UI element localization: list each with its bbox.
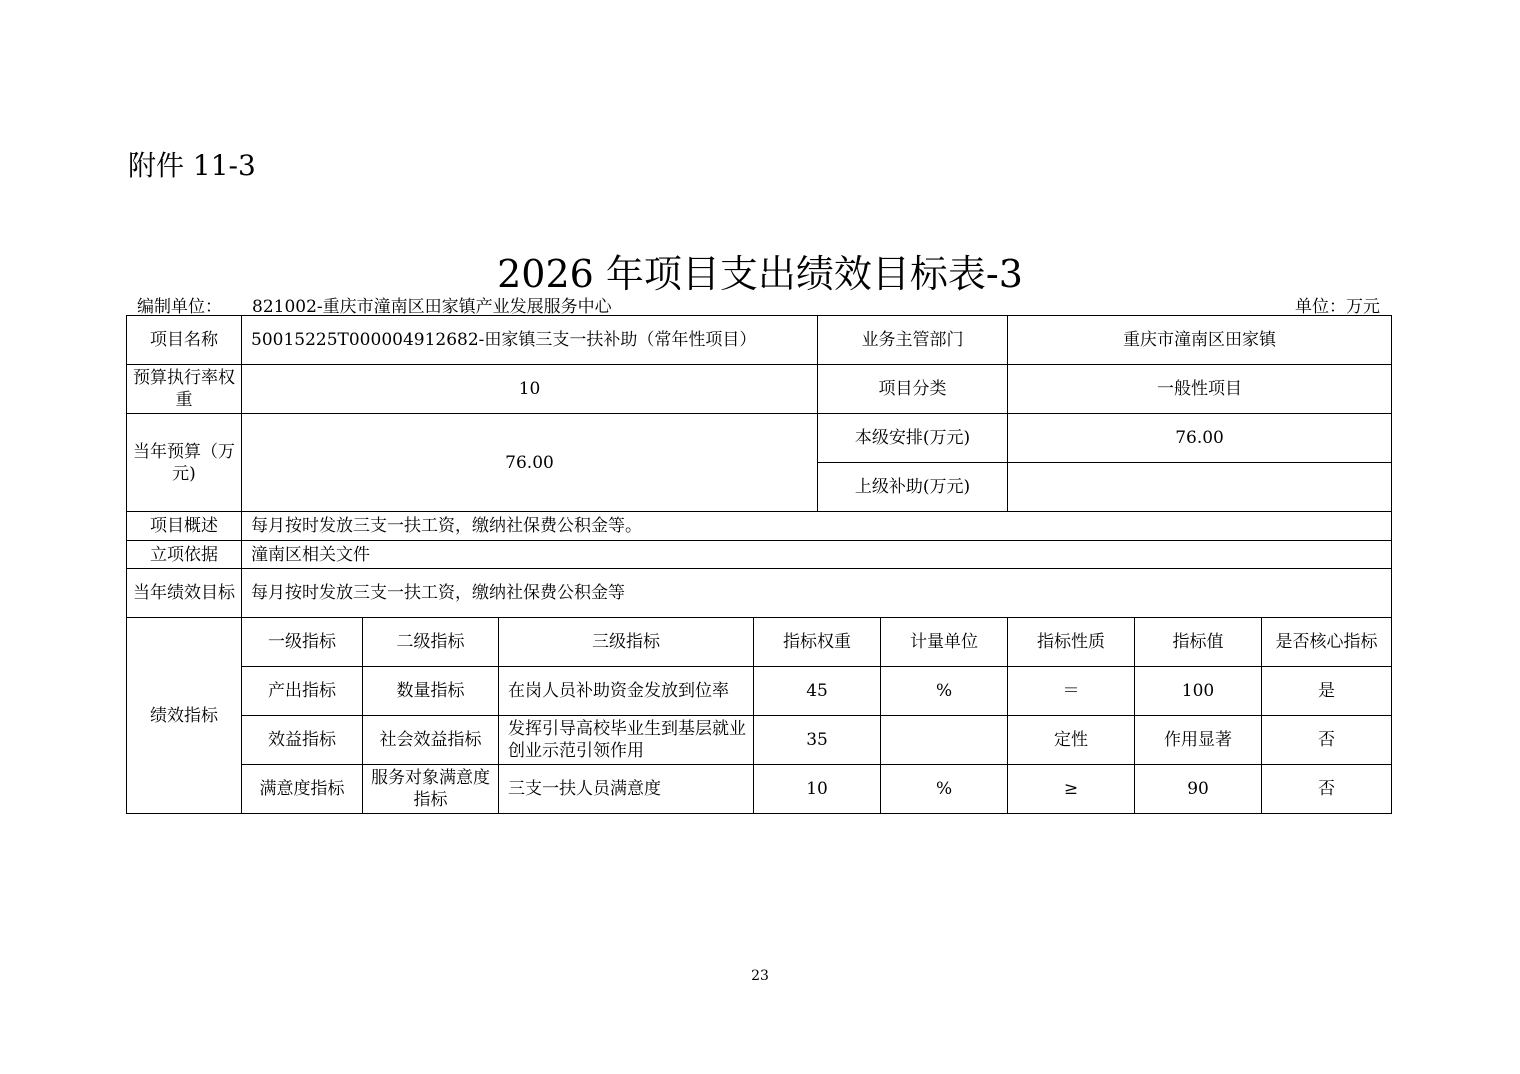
currency-unit: 单位：万元 bbox=[1295, 297, 1380, 317]
header-core: 是否核心指标 bbox=[1262, 618, 1392, 667]
category-label: 项目分类 bbox=[818, 365, 1008, 414]
table-row bbox=[127, 365, 1392, 414]
attachment-prefix: 附件 bbox=[128, 149, 185, 182]
basis-value: 潼南区相关文件 bbox=[242, 541, 1392, 569]
cell-value: 90 bbox=[1135, 765, 1262, 814]
header-weight: 指标权重 bbox=[754, 618, 881, 667]
indicator-row bbox=[127, 716, 1392, 765]
table-row bbox=[127, 316, 1392, 365]
cell-level1: 效益指标 bbox=[242, 716, 363, 765]
indicator-row bbox=[127, 765, 1392, 814]
cell-level2: 服务对象满意度指标 bbox=[363, 765, 499, 814]
cell-level3: 三支一扶人员满意度 bbox=[499, 765, 754, 814]
cell-core: 是 bbox=[1262, 667, 1392, 716]
header-unit: 计量单位 bbox=[881, 618, 1008, 667]
budget-value: 76.00 bbox=[242, 414, 818, 512]
goal-value: 每月按时发放三支一扶工资，缴纳社保费公积金等 bbox=[242, 569, 1392, 618]
indicator-row bbox=[127, 667, 1392, 716]
cell-weight: 10 bbox=[754, 765, 881, 814]
cell-level1: 满意度指标 bbox=[242, 765, 363, 814]
goal-label: 当年绩效目标 bbox=[127, 569, 242, 618]
cell-core: 否 bbox=[1262, 716, 1392, 765]
compiling-unit-label: 编制单位： bbox=[137, 297, 222, 317]
compiling-unit-name: 821002-重庆市潼南区田家镇产业发展服务中心 bbox=[252, 297, 612, 317]
budget-label: 当年预算（万元) bbox=[127, 414, 242, 512]
cell-weight: 35 bbox=[754, 716, 881, 765]
table-row bbox=[127, 414, 1392, 463]
project-name-value: 50015225T000004912682-田家镇三支一扶补助（常年性项目） bbox=[242, 316, 818, 365]
header-nature: 指标性质 bbox=[1008, 618, 1135, 667]
cell-level3: 发挥引导高校毕业生到基层就业创业示范引领作用 bbox=[499, 716, 754, 765]
page-title: 2026 年项目支出绩效目标表-3 bbox=[497, 252, 1023, 296]
attachment-number: 11-3 bbox=[192, 149, 256, 182]
cell-core: 否 bbox=[1262, 765, 1392, 814]
cell-unit: % bbox=[881, 765, 1008, 814]
cell-unit: % bbox=[881, 667, 1008, 716]
page-number: 23 bbox=[751, 968, 769, 984]
project-name-label: 项目名称 bbox=[127, 316, 242, 365]
header-level1: 一级指标 bbox=[242, 618, 363, 667]
weight-label: 预算执行率权重 bbox=[127, 365, 242, 414]
overview-value: 每月按时发放三支一扶工资，缴纳社保费公积金等。 bbox=[242, 512, 1392, 541]
basis-label: 立项依据 bbox=[127, 541, 242, 569]
table-row bbox=[127, 512, 1392, 541]
indicators-section-label: 绩效指标 bbox=[127, 618, 242, 814]
weight-value: 10 bbox=[242, 365, 818, 414]
cell-level2: 社会效益指标 bbox=[363, 716, 499, 765]
category-value: 一般性项目 bbox=[1008, 365, 1392, 414]
cell-level2: 数量指标 bbox=[363, 667, 499, 716]
cell-unit bbox=[881, 716, 1008, 765]
cell-value: 100 bbox=[1135, 667, 1262, 716]
upper-budget-label: 上级补助(万元) bbox=[818, 463, 1008, 512]
upper-budget-value bbox=[1008, 463, 1392, 512]
table-row bbox=[127, 541, 1392, 569]
dept-label: 业务主管部门 bbox=[818, 316, 1008, 365]
header-level2: 二级指标 bbox=[363, 618, 499, 667]
local-budget-value: 76.00 bbox=[1008, 414, 1392, 463]
local-budget-label: 本级安排(万元) bbox=[818, 414, 1008, 463]
cell-level3: 在岗人员补助资金发放到位率 bbox=[499, 667, 754, 716]
cell-nature: 定性 bbox=[1008, 716, 1135, 765]
overview-label: 项目概述 bbox=[127, 512, 242, 541]
compiling-unit bbox=[137, 292, 612, 317]
indicator-header-row bbox=[127, 618, 1392, 667]
attachment-label bbox=[128, 144, 256, 184]
cell-value: 作用显著 bbox=[1135, 716, 1262, 765]
table-row bbox=[127, 569, 1392, 618]
cell-nature: ≥ bbox=[1008, 765, 1135, 814]
header-level3: 三级指标 bbox=[499, 618, 754, 667]
performance-table bbox=[126, 315, 1392, 814]
cell-nature: ＝ bbox=[1008, 667, 1135, 716]
dept-value: 重庆市潼南区田家镇 bbox=[1008, 316, 1392, 365]
cell-level1: 产出指标 bbox=[242, 667, 363, 716]
header-value: 指标值 bbox=[1135, 618, 1262, 667]
cell-weight: 45 bbox=[754, 667, 881, 716]
